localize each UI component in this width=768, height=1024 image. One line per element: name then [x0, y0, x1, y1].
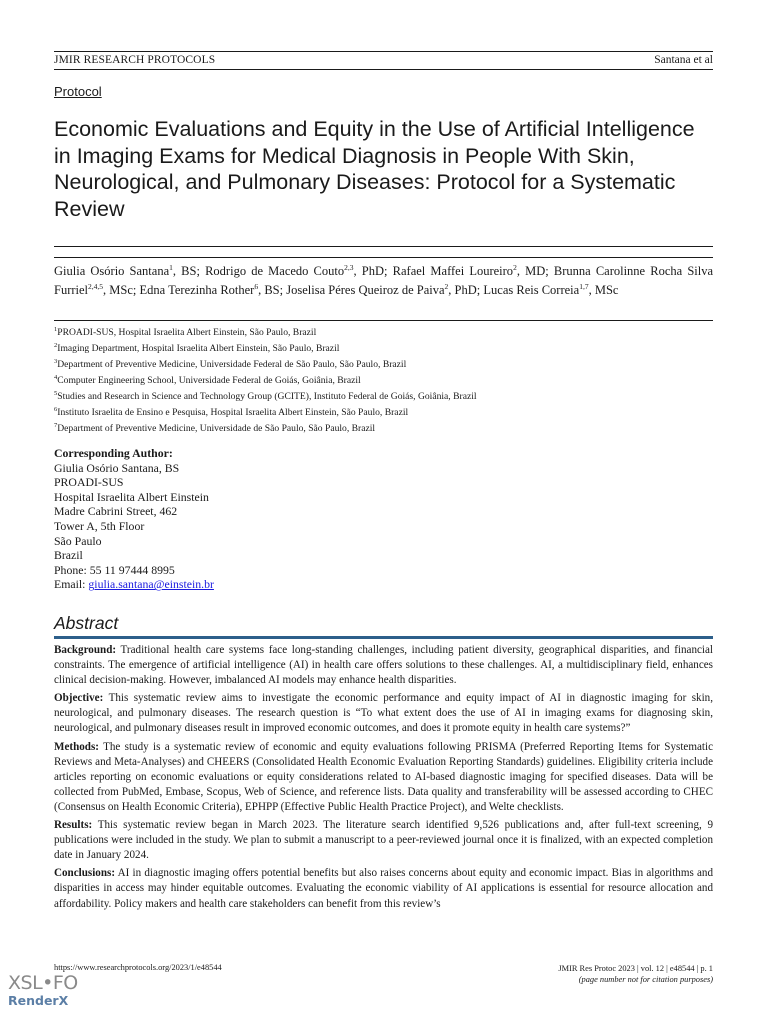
article-type-link[interactable]: Protocol [54, 84, 102, 99]
xslfo-renderx-watermark [8, 974, 78, 1008]
email-label: Email: [54, 577, 89, 592]
article-page [54, 0, 713, 1024]
author-list: Giulia Osório Santana$^1$, BS; Rodrigo de Macedo Couto$^{2,3}$, PhD; Rafael Maffei Loureiro$^2$, MD; Brunna Carolinne Rocha Silva Furriel$^{2,4,5}$, MSc; Edna Terezinha Rother$^6$, BS; Joselisa Péres Queiroz de Paiva$^2$, PhD; Lucas Reis Correia$^{1,7}$, MSc [54, 262, 714, 297]
watermark-line-2: RenderX [8, 993, 69, 1008]
abstract-rule [54, 636, 713, 639]
corresponding-author-label: Corresponding Author: [54, 446, 173, 460]
affiliation-number: 2 [54, 342, 58, 349]
authors-rule-top [54, 246, 713, 247]
abstract-section-label: Methods: [54, 740, 99, 753]
affiliation-item [54, 322, 713, 338]
footer-url[interactable]: https://www.researchprotocols.org/2023/1/e48544 [54, 963, 222, 972]
affiliation-text: Instituto Israelita de Ensino e Pesquisa, Hospital Israelita Albert Einstein, São Paulo, Brazil [57, 407, 409, 419]
author-name: Rodrigo de Macedo Couto [205, 264, 345, 278]
corr-line: Hospital Israelita Albert Einstein [54, 489, 209, 504]
author-affiliation-number: 1 [169, 262, 173, 272]
journal-name: JMIR RESEARCH PROTOCOLS [54, 54, 216, 66]
author-entry: Joselisa Péres Queiroz de Paiva$^2$, PhD [286, 281, 477, 297]
header-rule-top [54, 51, 713, 52]
author-affiliation-number: 2,3 [344, 262, 354, 272]
author-name: Brunna Carolinne Rocha Silva Furriel [54, 264, 714, 297]
corr-line: Madre Cabrini Street, 462 [54, 504, 178, 519]
author-entry: Rafael Maffei Loureiro$^2$, MD [392, 262, 546, 278]
abstract-section [54, 866, 713, 911]
corr-email-line [54, 577, 214, 592]
author-entry: Giulia Osório Santana$^1$, BS [54, 262, 197, 278]
affiliation-number: 3 [54, 358, 58, 365]
affiliation-number: 6 [54, 406, 58, 413]
corr-line: Phone: 55 11 97444 8995 [54, 562, 175, 577]
abstract-section-text: AI in diagnostic imaging offers potential benefits but also raises concerns about equity and economic impact. Bias in algorithms and disparities in access may hinder equitable outcomes. Evaluating the economic viability of AI applications is essential for resource allocation and affordability. Policy makers and health care stakeholders can benefit from this review’s [54, 867, 713, 910]
abstract-section [54, 691, 713, 736]
affiliation-item [54, 386, 713, 402]
corresponding-author-block [54, 446, 214, 592]
abstract-section-text: Traditional health care systems face long-standing challenges, including patient diversity, geographical disparities, and financial constraints. The emergence of artificial intelligence (AI) in health care offers solutions to these challenges. AI, a multidisciplinary field, enhances clinical decision-making. However, imbalanced AI models may enhance health disparities. [54, 644, 713, 687]
abstract-section-text: This systematic review aims to investigate the economic performance and equity impact of AI in diagnostic imaging for skin, neurological, and pulmonary diseases. The research question is “To what extent does the use of AI in imaging exams for diagnosing skin, neurological, and pulmonary diseases result in improved economic outcomes, and does it promote equity in health care systems?” [54, 692, 713, 735]
author-name: Lucas Reis Correia [483, 282, 580, 297]
affiliation-number: 5 [54, 390, 58, 397]
abstract-section-label: Results: [54, 819, 93, 832]
corr-line: Tower A, 5th Floor [54, 518, 145, 533]
author-name: Edna Terezinha Rother [139, 282, 255, 297]
abstract-section-text: This systematic review began in March 2023. The literature search identified 9,526 publications and, after full-text screening, 9 publications were included in the study. We plan to submit a manuscript to a peer-reviewed journal once it is finalized, with an expected completion date in January 2024. [54, 819, 714, 862]
author-degree: MSc [594, 282, 619, 297]
author-degree: PhD [454, 282, 477, 297]
affiliation-number: 1 [54, 326, 58, 333]
footer-citation: JMIR Res Protoc 2023 | vol. 12 | e48544 | p. 1 [558, 964, 713, 973]
abstract-section-label: Objective: [54, 692, 104, 705]
affiliation-item [54, 418, 713, 434]
affiliation-item [54, 402, 713, 418]
running-authors: Santana et al [654, 54, 713, 66]
abstract-section [54, 643, 713, 688]
affiliation-number: 4 [54, 374, 58, 381]
author-name: Giulia Osório Santana [54, 264, 170, 278]
author-entry: Brunna Carolinne Rocha Silva Furriel$^{2,4,5}$, MSc [54, 264, 714, 297]
abstract-section-text: The study is a systematic review of economic and equity evaluations following PRISMA (Preferred Reporting Items for Systematic Reviews and Meta-Analyses) and CHEERS (Consolidated Health Economic Evaluation Reporting Standards) guidelines. Eligibility criteria include articles reporting on economic evaluations or equity considerations related to AI-based diagnostic imaging for specified diseases. Data will be collected from PubMed, Embase, Scopus, Web of Science, and reference lists. Data quality and transferability will be assessed according to CHEC (Consensus on Health Economic Criteria), EPHPP (Effective Public Health Practice Project), and Welte checklists. [54, 740, 713, 813]
author-affiliation-number: 2,4,5 [88, 281, 104, 291]
email-link[interactable]: giulia.santana@einstein.br [88, 577, 214, 592]
author-degree: BS [264, 282, 280, 297]
affiliation-item [54, 338, 713, 354]
author-degree: MD [525, 264, 546, 278]
author-entry: Edna Terezinha Rother$^6$, BS [139, 281, 280, 297]
author-affiliation-number: 2 [444, 281, 449, 291]
footer-note: (page number not for citation purposes) [578, 975, 713, 984]
corr-line: Brazil [54, 548, 83, 563]
affiliation-item [54, 370, 713, 386]
abstract-section-label: Conclusions: [54, 867, 116, 880]
affiliation-text: Department of Preventive Medicine, Universidade de São Paulo, São Paulo, Brazil [57, 423, 376, 435]
affiliation-item [54, 354, 713, 370]
abstract-body [54, 643, 713, 915]
abstract-heading: Abstract [54, 613, 119, 633]
author-entry: Rodrigo de Macedo Couto$^{2,3}$, PhD [205, 262, 385, 278]
affiliation-text: Department of Preventive Medicine, Universidade Federal de São Paulo, São Paulo, Brazil [57, 359, 407, 371]
corr-line: Giulia Osório Santana, BS [54, 460, 180, 475]
abstract-section [54, 740, 713, 815]
watermark-line-1: XSL•FO [8, 972, 78, 994]
affiliation-text: PROADI-SUS, Hospital Israelita Albert Einstein, São Paulo, Brazil [57, 327, 317, 339]
corr-line: São Paulo [54, 533, 102, 548]
header-rule-bottom [54, 69, 713, 70]
author-entry: Lucas Reis Correia$^{1,7}$, MSc [483, 281, 619, 297]
authors-rule-bottom [54, 320, 713, 321]
author-degree: BS [181, 264, 197, 278]
authors-rule-mid [54, 257, 713, 258]
affiliation-text: Computer Engineering School, Universidade Federal de Goiás, Goiânia, Brazil [57, 375, 361, 387]
affiliation-text: Imaging Department, Hospital Israelita Albert Einstein, São Paulo, Brazil [57, 343, 340, 355]
affiliation-text: Studies and Research in Science and Technology Group (GCITE), Instituto Federal de Goiás, Goiânia, Brazil [57, 391, 477, 403]
corr-line: PROADI-SUS [54, 475, 124, 490]
abstract-section [54, 818, 713, 863]
article-title: Economic Evaluations and Equity in the Use of Artificial Intelligence in Imaging Exams for Medical Diagnosis in People With Skin, Neurological, and Pulmonary Diseases: Protocol for a Systematic Review [54, 117, 695, 221]
affiliation-number: 7 [54, 422, 58, 429]
affiliation-list [54, 322, 713, 434]
author-name: Rafael Maffei Loureiro [392, 264, 514, 278]
author-name: Joselisa Péres Queiroz de Paiva [286, 282, 445, 297]
abstract-section-label: Background: [54, 644, 117, 656]
author-affiliation-number: 1,7 [579, 281, 589, 291]
author-affiliation-number: 2 [513, 262, 517, 272]
author-degree: PhD [361, 264, 385, 278]
footer-citation-block [558, 963, 713, 985]
author-degree: MSc [109, 282, 133, 297]
author-affiliation-number: 6 [254, 281, 259, 291]
